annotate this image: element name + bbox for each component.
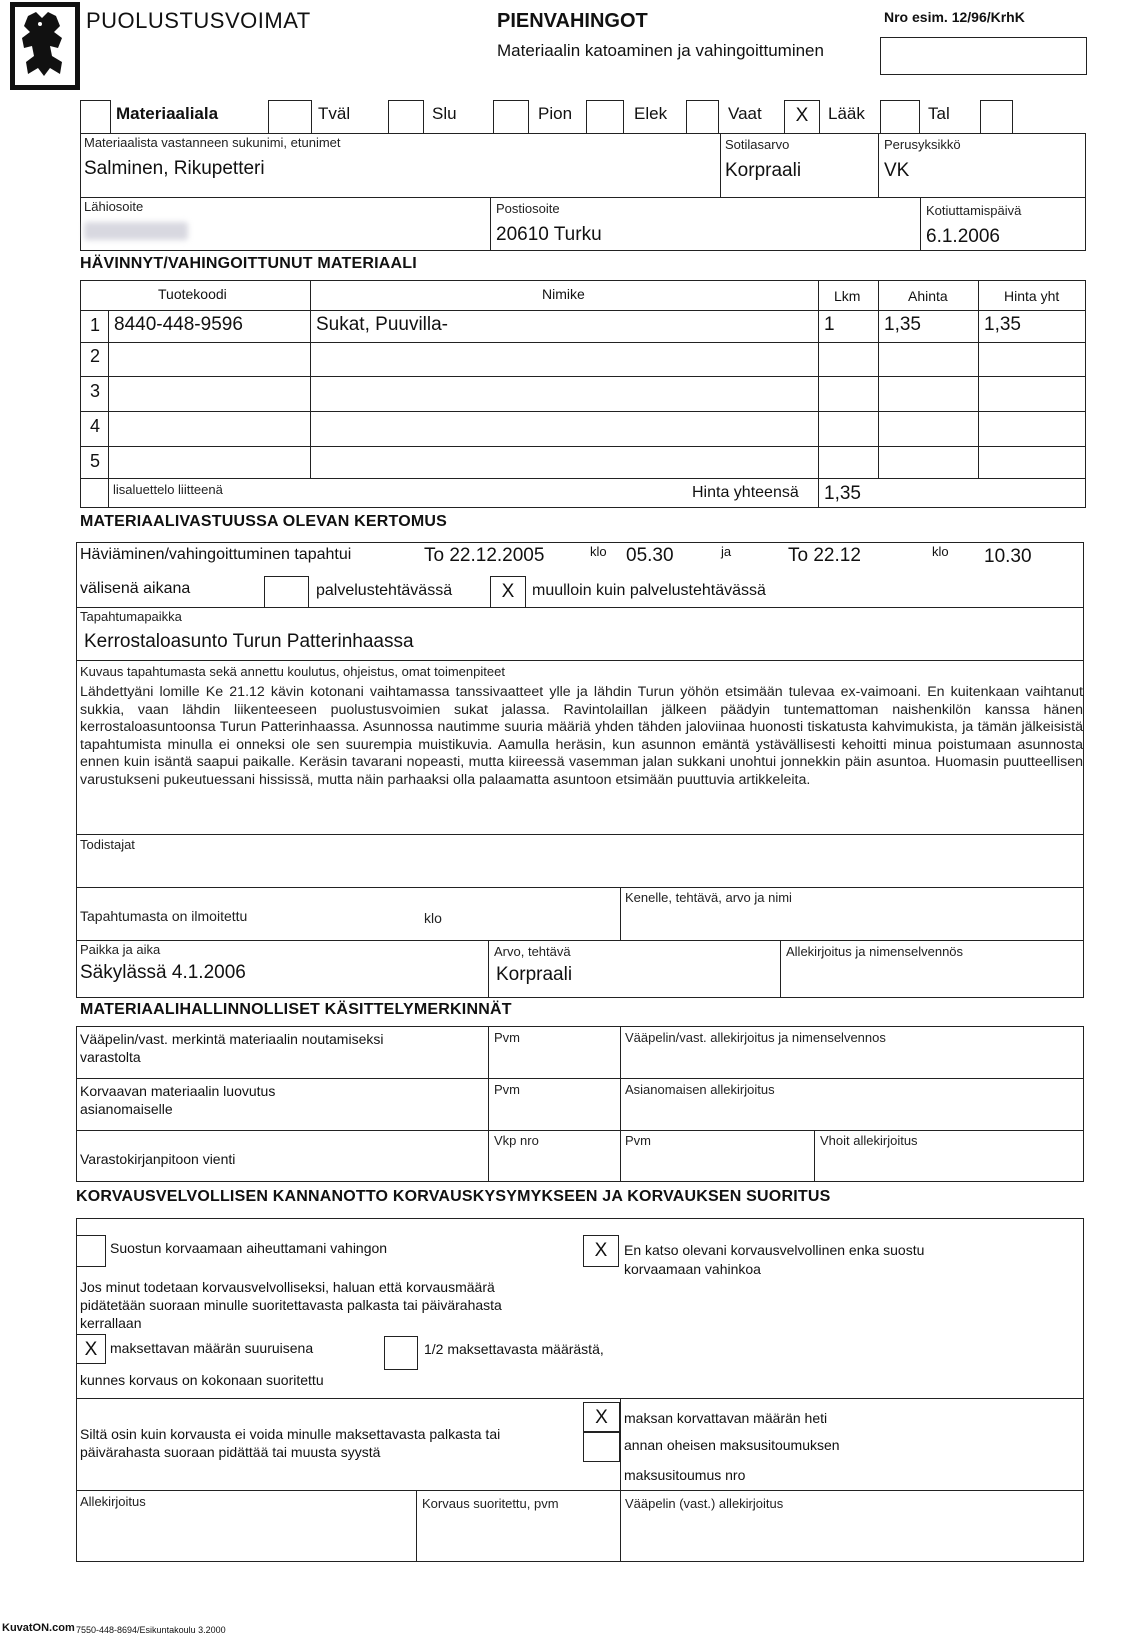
watermark: KuvatON.com bbox=[2, 1622, 75, 1634]
end-klo-label: klo bbox=[932, 544, 949, 559]
row-unit-price[interactable]: 1,35 bbox=[884, 314, 921, 335]
half-amount-label: 1/2 maksettavasta määrästä, bbox=[424, 1341, 604, 1357]
field-label-tal: Tal bbox=[928, 104, 950, 123]
place-time-label: Paikka ja aika bbox=[80, 942, 161, 957]
col-header-unit-price: Ahinta bbox=[908, 288, 948, 304]
end-time[interactable]: 10.30 bbox=[984, 546, 1032, 567]
unit-value[interactable]: VK bbox=[884, 160, 910, 181]
admin-row3-vkp: Vkp nro bbox=[494, 1133, 539, 1148]
admin-row2-sign: Asianomaisen allekirjoitus bbox=[625, 1082, 775, 1097]
field-label-elek: Elek bbox=[634, 104, 668, 123]
end-day[interactable]: To 22.12 bbox=[788, 545, 861, 566]
row-number: 5 bbox=[90, 451, 101, 471]
admin-row1-pvm: Pvm bbox=[494, 1030, 520, 1045]
compensation-block bbox=[76, 1218, 1084, 1562]
reported-to-label: Kenelle, tehtävä, arvo ja nimi bbox=[625, 890, 792, 905]
account-signature-label: Allekirjoitus ja nimenselvennös bbox=[786, 944, 964, 959]
row-number: 1 bbox=[90, 315, 101, 335]
admin-row2-label: Korvaavan materiaalin luovutus asianomaiselle bbox=[80, 1083, 276, 1117]
sergeant-sign-label: Vääpelin (vast.) allekirjoitus bbox=[625, 1496, 784, 1511]
grand-total-value[interactable]: 1,35 bbox=[824, 483, 861, 504]
unit-label: Perusyksikkö bbox=[884, 137, 961, 152]
full-amount-checkbox[interactable]: X bbox=[76, 1334, 106, 1364]
field-checkbox-lk2[interactable] bbox=[880, 100, 920, 134]
rank-task-value[interactable]: Korpraali bbox=[496, 964, 573, 985]
return-date-value[interactable]: 6.1.2006 bbox=[926, 226, 1000, 247]
admin-row1-label: Vääpelin/vast. merkintä materiaalin noutamiseksi varastolta bbox=[80, 1031, 384, 1065]
field-label-materiaaliala: Materiaaliala bbox=[116, 104, 219, 123]
start-time[interactable]: 05.30 bbox=[626, 545, 674, 566]
field-label-vaat: Vaat bbox=[728, 104, 762, 123]
field-checkbox-vaat[interactable] bbox=[686, 100, 719, 134]
col-header-name: Nimike bbox=[542, 286, 585, 302]
compensation-heading: KORVAUSVELVOLLISEN KANNANOTTO KORVAUSKYSYMYKSEEN JA KORVAUKSEN SUORITUS bbox=[76, 1188, 831, 1205]
field-label-tval: Tväl bbox=[318, 104, 351, 123]
field-checkbox-slu[interactable] bbox=[388, 100, 424, 134]
rank-task-label: Arvo, tehtävä bbox=[494, 944, 571, 959]
form-number-box[interactable] bbox=[880, 37, 1087, 75]
place-value[interactable]: Kerrostaloasunto Turun Patterinhaassa bbox=[84, 631, 414, 652]
form-title: PIENVAHINGOT bbox=[497, 10, 648, 32]
defence-forces-lion-logo bbox=[10, 2, 80, 90]
agree-label: Suostun korvaamaan aiheuttamani vahingon bbox=[110, 1240, 388, 1256]
return-date-label: Kotiuttamispäivä bbox=[926, 203, 1022, 218]
disagree-label-line2: korvaamaan vahinkoa bbox=[624, 1261, 761, 1277]
rank-value[interactable]: Korpraali bbox=[725, 160, 802, 181]
row-qty[interactable]: 1 bbox=[824, 314, 835, 335]
done-date-label: Korvaus suoritettu, pvm bbox=[422, 1496, 559, 1511]
org-name: PUOLUSTUSVOIMAT bbox=[86, 8, 311, 33]
total-label: Hinta yhteensä bbox=[692, 484, 799, 501]
row-name[interactable]: Sukat, Puuvilla- bbox=[316, 314, 449, 335]
signature-label: Allekirjoitus bbox=[80, 1494, 146, 1509]
material-heading: HÄVINNYT/VAHINGOITTUNUT MATERIAALI bbox=[80, 255, 417, 272]
field-checkbox-laak[interactable]: X bbox=[784, 100, 820, 134]
off-duty-label: muulloin kuin palvelustehtävässä bbox=[532, 582, 766, 599]
place-time-value[interactable]: Säkylässä 4.1.2006 bbox=[80, 962, 246, 983]
place-label: Tapahtumapaikka bbox=[80, 609, 182, 624]
field-checkbox-pion[interactable] bbox=[493, 100, 529, 134]
witnesses-label: Todistajat bbox=[80, 837, 135, 852]
name-label: Materiaalista vastanneen sukunimi, etunimet bbox=[84, 135, 341, 150]
post-label: Postiosoite bbox=[496, 201, 560, 216]
pay-now-checkbox[interactable]: X bbox=[583, 1402, 620, 1432]
disagree-label-line1: En katso olevani korvausvelvollinen enka suostu bbox=[624, 1242, 925, 1258]
field-label-laak: Lääk bbox=[828, 104, 865, 123]
commitment-checkbox[interactable] bbox=[583, 1432, 620, 1462]
row-number: 2 bbox=[90, 346, 101, 366]
admin-heading: MATERIAALIHALLINNOLLISET KÄSITTELYMERKINNÄT bbox=[80, 1001, 512, 1018]
reported-klo-label: klo bbox=[424, 910, 442, 926]
full-amount-label: maksettavan määrän suuruisena bbox=[110, 1340, 314, 1356]
half-amount-checkbox[interactable] bbox=[384, 1336, 418, 1370]
attachment-label: lisaluettelo liitteenä bbox=[113, 482, 223, 497]
pay-now-label: maksan korvattavan määrän heti bbox=[624, 1410, 828, 1426]
name-value[interactable]: Salminen, Rikupetteri bbox=[84, 158, 265, 179]
agree-checkbox[interactable] bbox=[76, 1235, 106, 1267]
row-number: 3 bbox=[90, 381, 101, 401]
form-subtitle: Materiaalin katoaminen ja vahingoittuminen bbox=[497, 41, 824, 60]
and-label: ja bbox=[721, 544, 732, 559]
field-label-slu: Slu bbox=[432, 104, 457, 123]
disagree-checkbox[interactable]: X bbox=[583, 1235, 619, 1267]
deduct-text: Jos minut todetaan korvausvelvolliseksi, haluan että korvausmäärä pidätetään suoraan minulle suoritettavasta palkasta tai päivärahasta kerrallaan bbox=[80, 1279, 502, 1331]
form-number: Nro esim. 12/96/KrhK bbox=[884, 9, 1025, 25]
off-duty-checkbox[interactable]: X bbox=[490, 576, 526, 608]
occurred-label: Häviäminen/vahingoittuminen tapahtui bbox=[80, 546, 352, 563]
field-checkbox-materiaaliala[interactable] bbox=[80, 100, 111, 134]
field-checkbox-tval[interactable] bbox=[268, 100, 312, 134]
form-code: 7550-448-8694/Esikuntakoulu 3.2000 bbox=[76, 1625, 226, 1635]
account-heading: MATERIAALIVASTUUSSA OLEVAN KERTOMUS bbox=[80, 513, 448, 530]
address-redacted bbox=[84, 222, 188, 240]
col-header-code: Tuotekoodi bbox=[158, 286, 227, 302]
field-checkbox-tal[interactable] bbox=[980, 100, 1013, 134]
admin-row2-pvm: Pvm bbox=[494, 1082, 520, 1097]
on-duty-label: palvelustehtävässä bbox=[316, 582, 453, 599]
col-header-total: Hinta yht bbox=[1004, 288, 1060, 304]
post-value[interactable]: 20610 Turku bbox=[496, 224, 602, 245]
commitment-no-label: maksusitoumus nro bbox=[624, 1467, 746, 1483]
field-checkbox-elek[interactable] bbox=[586, 100, 624, 134]
otherwise-text: Siltä osin kuin korvausta ei voida minulle maksettavasta palkasta tai päivärahasta suoraan pidättää tai muusta syystä bbox=[80, 1426, 501, 1460]
reported-label: Tapahtumasta on ilmoitettu bbox=[80, 908, 248, 924]
on-duty-checkbox[interactable] bbox=[264, 576, 309, 608]
commitment-label: annan oheisen maksusitoumuksen bbox=[624, 1437, 840, 1453]
until-label: kunnes korvaus on kokonaan suoritettu bbox=[80, 1372, 324, 1388]
between-label: välisenä aikana bbox=[80, 580, 191, 597]
col-header-qty: Lkm bbox=[834, 288, 861, 304]
description-text[interactable]: Lähdettyäni lomille Ke 21.12 kävin kotonani vaihtamassa tanssivaatteet ylle ja lähdin Turun yöhön etsimään tulevaa ex-vaimoani. En kuitenkaan vaihtanut sukkia, vaan lähdin liikenteeseen puolustusvoimien sukat jalassa. Ravintolaillan jälkeen päädyin tuntemattoman naishenkilön kanssa hänen kerrostaloasuntoonsa Turun Patterinhaassa. Asunnossa nautimme suuria määriä yhden tähden jaloviinaa huonosti tiskatusta kahvimukista, ja tämän jälkeisistä tapahtumista minulla ei onneksi ole sen suurempia muistikuvia. Aamulla heräsin, kun asunnon emäntä ystävällisesti kehoitti minua poistumaan asunnosta ennen kuin isäntä saapui paikalle. Keräsin tavarani nopeasti, mutta kiireessä vasemman jalan sukkani unohtui jonnekkin päin asuntoa. Huomasin puutteellisen varustukseni pukeutuessani hississä, mutta näin parhaaksi olla palaamatta asuntoon etsimään puuttuvia artikkeleita. bbox=[80, 684, 1083, 788]
description-label: Kuvaus tapahtumasta sekä annettu koulutus, ohjeistus, omat toimenpiteet bbox=[80, 664, 505, 679]
admin-row3-sign: Vhoit allekirjoitus bbox=[820, 1133, 918, 1148]
start-klo-label: klo bbox=[590, 544, 607, 559]
admin-row3-pvm: Pvm bbox=[625, 1133, 651, 1148]
field-label-pion: Pion bbox=[538, 104, 573, 123]
row-total[interactable]: 1,35 bbox=[984, 314, 1021, 335]
address-label: Lähiosoite bbox=[84, 199, 144, 214]
row-number: 4 bbox=[90, 416, 101, 436]
start-day[interactable]: To 22.12.2005 bbox=[424, 545, 545, 566]
admin-row3-label: Varastokirjanpitoon vienti bbox=[80, 1151, 236, 1167]
row-code[interactable]: 8440-448-9596 bbox=[114, 314, 243, 335]
rank-label: Sotilasarvo bbox=[725, 137, 790, 152]
admin-row1-sign: Vääpelin/vast. allekirjoitus ja nimenselvennos bbox=[625, 1030, 886, 1045]
